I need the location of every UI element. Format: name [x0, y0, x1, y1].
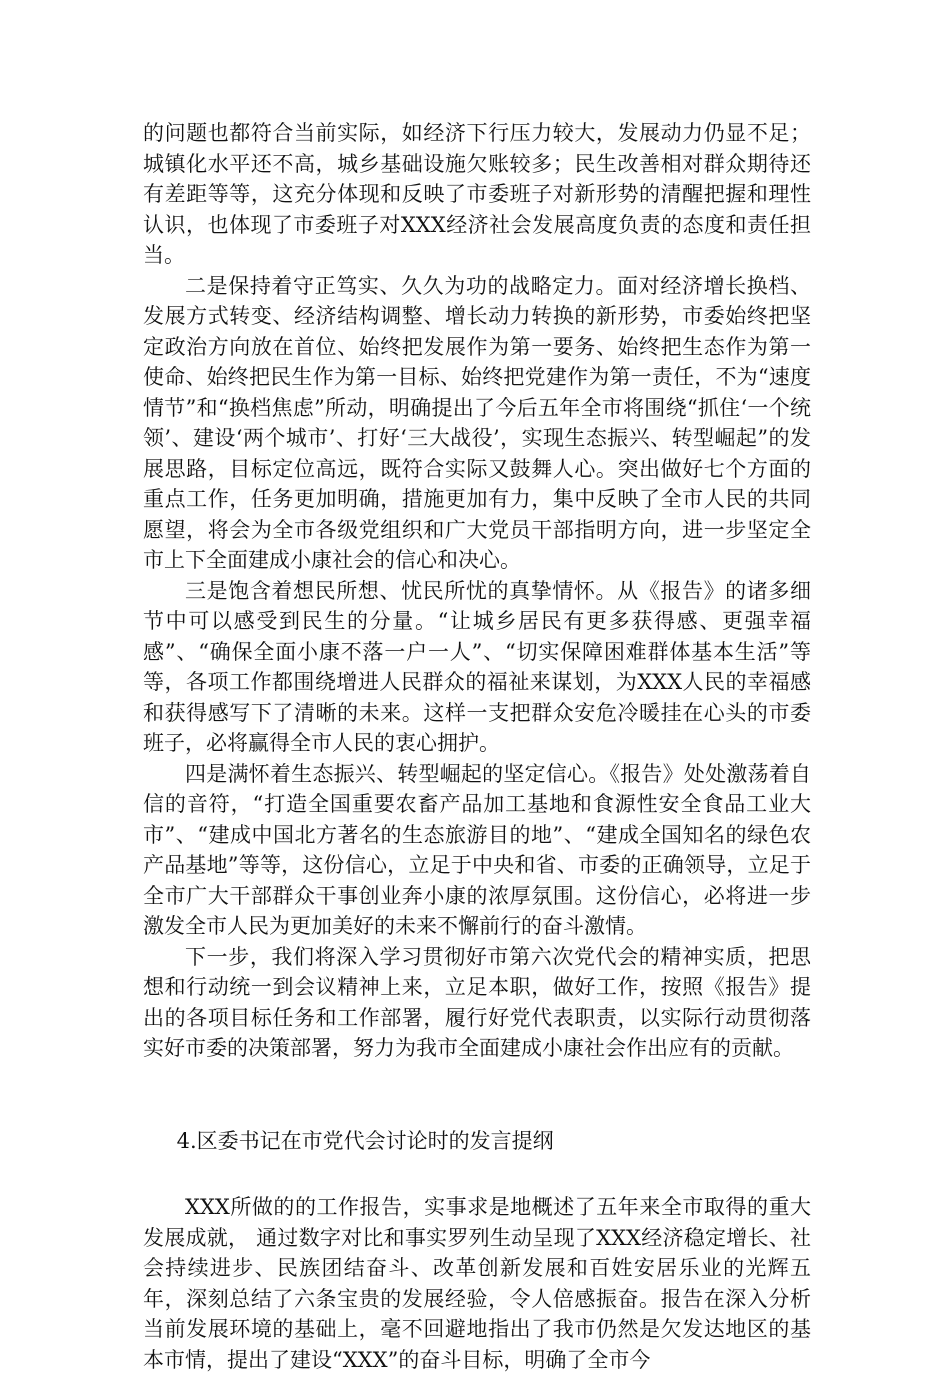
paragraph-point-three: 三是饱含着想民所想、忧民所忧的真挚情怀。从《报告》的诸多细节中可以感受到民生的分量。“让城乡居民有更多获得感、更强幸福感”、“确保全面小康不落一户一人”、“切实保障困难群体基本生活”等等，各项工作都围绕增进人民群众的福祉来谋划，为XXX人民的幸福感和获得感写下了清晰的未来。这样一支把群众安危冷暖挂在心头的市委班子，必将赢得全市人民的衷心拥护。: [143, 578, 811, 755]
paragraph-continued: 的问题也都符合当前实际，如经济下行压力较大，发展动力仍显不足；城镇化水平还不高，城乡基础设施欠账较多；民生改善相对群众期待还有差距等等，这充分体现和反映了市委班子对新形势的清醒把握和理性认识，也体现了市委班子对XXX经济社会发展高度负责的态度和责任担当。: [143, 121, 811, 267]
paragraph-next-steps: 下一步，我们将深入学习贯彻好市第六次党代会的精神实质，把思想和行动统一到会议精神上来，立足本职，做好工作，按照《报告》提出的各项目标任务和工作部署，履行好党代表职责，以实际行动贯彻落实好市委的决策部署，努力为我市全面建成小康社会作出应有的贡献。: [143, 944, 811, 1060]
paragraph-report-summary: XXX所做的的工作报告，实事求是地概述了五年来全市取得的重大发展成就， 通过数字对比和事实罗列生动呈现了XXX经济稳定增长、社会持续进步、民族团结奋斗、改革创新发展和百姓安居乐业的光辉五年，深刻总结了六条宝贵的发展经验，令人倍感振奋。报告在深入分析当前发展环境的基础上，毫不回避地指出了我市仍然是欠发达地区的基本市情，提出了建设“XXX”的奋斗目标，明确了全市今: [143, 1195, 811, 1372]
paragraph-point-four: 四是满怀着生态振兴、转型崛起的坚定信心。《报告》处处激荡着自信的音符，“打造全国重要农畜产品加工基地和食源性安全食品工业大市”、“建成中国北方著名的生态旅游目的地”、“建成全国知名的绿色农产品基地”等等，这份信心，立足于中央和省、市委的正确领导，立足于全市广大干部群众干事创业奔小康的浓厚氛围。这份信心，必将进一步激发全市人民为更加美好的未来不懈前行的奋斗激情。: [143, 761, 811, 938]
document-page: [143, 118, 811, 1375]
paragraph-point-two: 二是保持着守正笃实、久久为功的战略定力。面对经济增长换档、发展方式转变、经济结构调整、增长动力转换的新形势，市委始终把坚定政治方向放在首位、始终把发展作为第一要务、始终把生态作为第一使命、始终把民生作为第一目标、始终把党建作为第一责任，不为“速度情节”和“换档焦虑”所动，明确提出了今后五年全市将围绕“抓住‘一个统领’、建设‘两个城市’、打好‘三大战役’，实现生态振兴、转型崛起”的发展思路，目标定位高远，既符合实际又鼓舞人心。突出做好七个方面的重点工作，任务更加明确，措施更加有力，集中反映了全市人民的共同愿望，将会为全市各级党组织和广大党员干部指明方向，进一步坚定全市上下全面建成小康社会的信心和决心。: [143, 273, 811, 572]
section-spacer: [143, 1064, 811, 1126]
section-heading: 4.区委书记在市党代会讨论时的发言提纲: [176, 1128, 554, 1153]
heading-spacer: [143, 1156, 811, 1192]
